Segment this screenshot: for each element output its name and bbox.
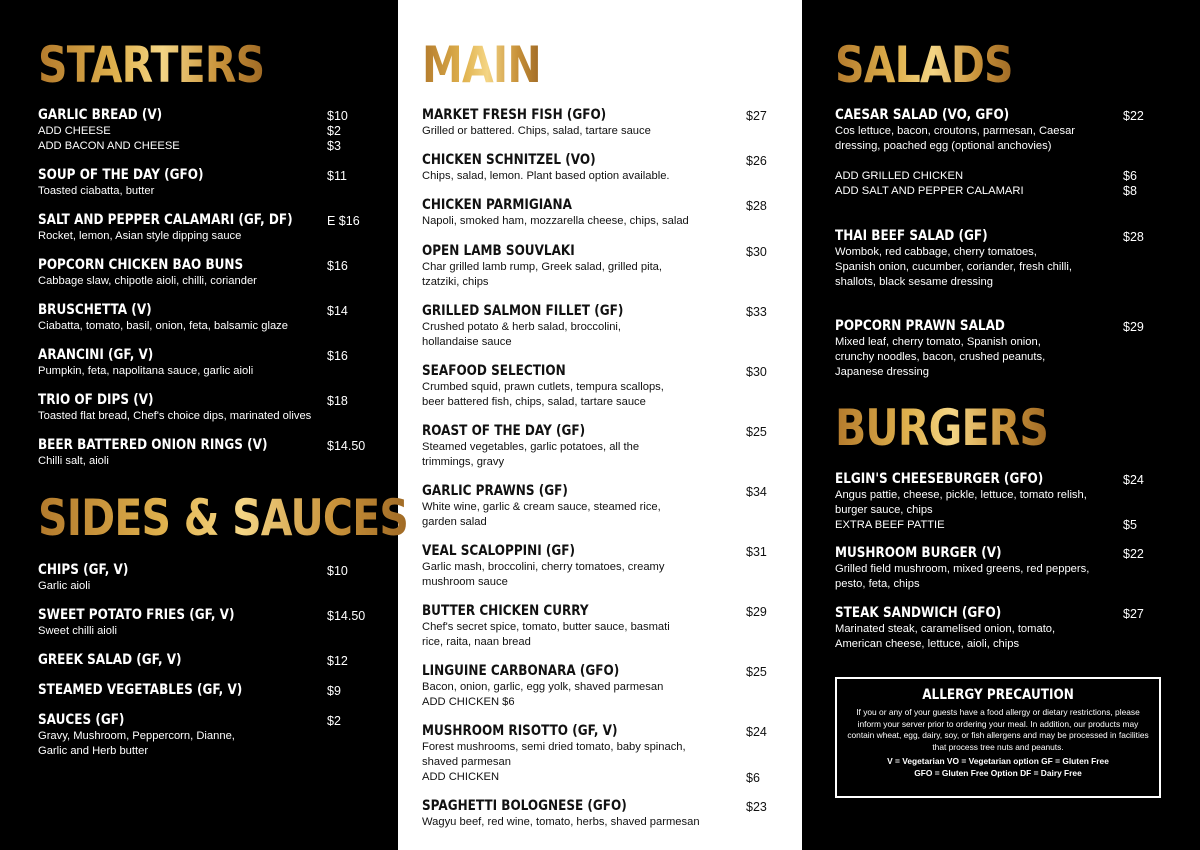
item-description: Marinated steak, caramelised onion, tomato, — [835, 623, 1056, 635]
item-description: Cabbage slaw, chipotle aioli, chilli, coriander — [38, 275, 257, 287]
item-name: GREEK SALAD (GF, V) — [38, 652, 182, 668]
item-price: $22 — [1123, 547, 1144, 561]
item-price: $30 — [746, 245, 767, 259]
item-description: Gravy, Mushroom, Peppercorn, Dianne, — [38, 730, 235, 742]
item-name: MARKET FRESH FISH (GFO) — [422, 107, 607, 123]
item-description: hollandaise sauce — [422, 336, 512, 348]
item-name: SAUCES (GF) — [38, 712, 125, 728]
item-description: tzatziki, chips — [422, 276, 489, 288]
sub-label: ADD BACON AND CHEESE — [38, 140, 180, 152]
menu-item — [422, 663, 752, 710]
menu-item — [422, 152, 752, 184]
item-name: CAESAR SALAD (VO, GFO) — [835, 107, 1010, 123]
menu-item — [38, 302, 368, 334]
menu-item — [422, 243, 752, 290]
menu-item — [835, 228, 1165, 290]
item-description: Wagyu beef, red wine, tomato, herbs, shaved parmesan — [422, 816, 700, 828]
sub-label: ADD SALT AND PEPPER CALAMARI — [835, 185, 1024, 197]
item-description: White wine, garlic & cream sauce, steamed rice, — [422, 501, 661, 513]
item-price: $27 — [746, 109, 767, 123]
item-description: dressing, poached egg (optional anchovies) — [835, 140, 1052, 152]
menu-item — [38, 652, 368, 669]
allergy-key-line: V = Vegetarian VO = Vegetarian option GF = Gluten Free — [887, 756, 1109, 766]
item-description: Garlic aioli — [38, 580, 91, 592]
item-description: shaved parmesan — [422, 756, 511, 768]
item-price: $26 — [746, 154, 767, 168]
menu-item — [835, 318, 1165, 380]
salads-heading: SALADS — [835, 36, 1013, 94]
item-description: Ciabatta, tomato, basil, onion, feta, balsamic glaze — [38, 320, 288, 332]
item-price: $22 — [1123, 109, 1144, 123]
item-price: $16 — [327, 349, 348, 363]
menu-item — [38, 437, 368, 469]
item-description: Mixed leaf, cherry tomato, Spanish onion, — [835, 336, 1041, 348]
item-description: Grilled field mushroom, mixed greens, red peppers, — [835, 563, 1090, 575]
item-name: STEAMED VEGETABLES (GF, V) — [38, 682, 243, 698]
sub-price: $3 — [327, 139, 341, 153]
item-name: SEAFOOD SELECTION — [422, 363, 566, 379]
item-price: $23 — [746, 800, 767, 814]
main-heading: MAIN — [422, 36, 541, 94]
item-name: SOUP OF THE DAY (GFO) — [38, 167, 204, 183]
item-description: Bacon, onion, garlic, egg yolk, shaved parmesan — [422, 681, 664, 693]
item-name: SALT AND PEPPER CALAMARI (GF, DF) — [38, 212, 293, 228]
item-price: $18 — [327, 394, 348, 408]
item-description: rice, raita, naan bread — [422, 636, 531, 648]
item-description: Chips, salad, lemon. Plant based option available. — [422, 170, 670, 182]
item-name: SPAGHETTI BOLOGNESE (GFO) — [422, 798, 627, 814]
item-price: $29 — [746, 605, 767, 619]
item-description: mushroom sauce — [422, 576, 508, 588]
sub-price: $6 — [746, 771, 760, 785]
item-description: pesto, feta, chips — [835, 578, 920, 590]
starters-heading: STARTERS — [38, 36, 265, 94]
sub-label: ADD GRILLED CHICKEN — [835, 170, 964, 182]
item-price: $24 — [746, 725, 767, 739]
item-description: burger sauce, chips — [835, 504, 933, 516]
sub-option — [38, 139, 368, 154]
menu-item — [422, 798, 752, 830]
item-price: $30 — [746, 365, 767, 379]
item-name: LINGUINE CARBONARA (GFO) — [422, 663, 620, 679]
item-price: $14.50 — [327, 439, 366, 453]
menu-item — [38, 167, 368, 199]
item-price: $10 — [327, 564, 348, 578]
item-description: Chef's secret spice, tomato, butter sauce, basmati — [422, 621, 670, 633]
menu-item — [422, 723, 752, 785]
menu-item — [38, 257, 368, 289]
item-price: $25 — [746, 665, 767, 679]
item-description: Angus pattie, cheese, pickle, lettuce, tomato relish, — [835, 489, 1087, 501]
item-price: E $16 — [327, 214, 360, 228]
item-price: $31 — [746, 545, 767, 559]
burgers-heading: BURGERS — [835, 399, 1049, 457]
menu-item — [835, 545, 1165, 592]
item-price: $2 — [327, 714, 341, 728]
item-description: Spanish onion, cucumber, coriander, fresh chilli, — [835, 261, 1072, 273]
item-name: BUTTER CHICKEN CURRY — [422, 603, 589, 619]
item-name: OPEN LAMB SOUVLAKI — [422, 243, 575, 259]
item-description: American cheese, lettuce, aioli, chips — [835, 638, 1020, 650]
item-price: $9 — [327, 684, 341, 698]
item-price: $12 — [327, 654, 348, 668]
item-description: Napoli, smoked ham, mozzarella cheese, chips, salad — [422, 215, 689, 227]
item-description: Sweet chilli aioli — [38, 625, 117, 637]
item-description: garden salad — [422, 516, 487, 528]
item-description: Toasted ciabatta, butter — [38, 185, 155, 197]
item-price: $10 — [327, 109, 348, 123]
item-description: Rocket, lemon, Asian style dipping sauce — [38, 230, 242, 242]
menu-item — [38, 682, 368, 699]
menu-item — [422, 543, 752, 590]
menu-item — [422, 483, 752, 530]
item-description: shallots, black sesame dressing — [835, 276, 993, 288]
sub-option — [835, 184, 1165, 199]
menu-item — [422, 363, 752, 410]
sub-label: EXTRA BEEF PATTIE — [835, 519, 945, 531]
item-name: TRIO OF DIPS (V) — [38, 392, 154, 408]
sub-label: ADD CHICKEN — [422, 771, 500, 783]
item-price: $25 — [746, 425, 767, 439]
sub-label: ADD CHEESE — [38, 125, 111, 137]
item-description: Crumbed squid, prawn cutlets, tempura scallops, — [422, 381, 664, 393]
item-description: Japanese dressing — [835, 366, 929, 378]
menu-item — [422, 603, 752, 650]
menu-item — [422, 303, 752, 350]
item-name: BRUSCHETTA (V) — [38, 302, 152, 318]
allergy-key-line: GFO = Gluten Free Option DF = Dairy Free — [914, 768, 1082, 778]
item-description: Crushed potato & herb salad, broccolini, — [422, 321, 622, 333]
item-price: $27 — [1123, 607, 1144, 621]
sub-option — [835, 169, 1165, 184]
item-description: Steamed vegetables, garlic potatoes, all the — [422, 441, 640, 453]
item-price: $29 — [1123, 320, 1144, 334]
item-name: CHIPS (GF, V) — [38, 562, 129, 578]
menu-item — [422, 423, 752, 470]
menu-item — [38, 392, 368, 424]
menu-item — [835, 605, 1165, 652]
item-name: ELGIN'S CHEESEBURGER (GFO) — [835, 471, 1044, 487]
item-price: $34 — [746, 485, 767, 499]
item-name: ARANCINI (GF, V) — [38, 347, 154, 363]
allergy-precaution-box — [835, 677, 1161, 798]
sub-price: $8 — [1123, 184, 1137, 198]
menu-item — [422, 197, 752, 229]
item-description: Pumpkin, feta, napolitana sauce, garlic aioli — [38, 365, 254, 377]
item-price: $14 — [327, 304, 348, 318]
item-description: crunchy noodles, bacon, crushed peanuts, — [835, 351, 1046, 363]
menu-item — [38, 562, 368, 594]
item-description: Wombok, red cabbage, cherry tomatoes, — [835, 246, 1037, 258]
item-description: Grilled or battered. Chips, salad, tartare sauce — [422, 125, 651, 137]
item-description: Garlic mash, broccolini, cherry tomatoes, creamy — [422, 561, 665, 573]
item-price: $14.50 — [327, 609, 366, 623]
item-name: THAI BEEF SALAD (GF) — [835, 228, 988, 244]
allergy-text: If you or any of your guests have a food allergy or dietary restrictions, please inform your server prior to ordering your meal. In addition, our products may contain wheat, egg, dairy, soy, or fish allergens and may be processed in facilities that process tree nuts and peanuts. — [847, 707, 1149, 752]
item-description: Char grilled lamb rump, Greek salad, grilled pita, — [422, 261, 663, 273]
item-name: GARLIC PRAWNS (GF) — [422, 483, 568, 499]
item-name: GRILLED SALMON FILLET (GF) — [422, 303, 624, 319]
item-price: $33 — [746, 305, 767, 319]
sides-heading: SIDES & SAUCES — [38, 489, 409, 547]
item-name: ROAST OF THE DAY (GF) — [422, 423, 586, 439]
menu-item — [835, 107, 1165, 199]
item-name: CHICKEN PARMIGIANA — [422, 197, 572, 213]
item-name: GARLIC BREAD (V) — [38, 107, 163, 123]
item-price: $24 — [1123, 473, 1144, 487]
item-description: Forest mushrooms, semi dried tomato, baby spinach, — [422, 741, 686, 753]
allergy-title: ALLERGY PRECAUTION — [922, 687, 1074, 703]
item-name: VEAL SCALOPPINI (GF) — [422, 543, 576, 559]
item-description: beer battered fish, chips, salad, tartare sauce — [422, 396, 646, 408]
menu-item — [38, 212, 368, 244]
item-name: CHICKEN SCHNITZEL (VO) — [422, 152, 596, 168]
item-name: BEER BATTERED ONION RINGS (V) — [38, 437, 268, 453]
item-description: trimmings, gravy — [422, 456, 505, 468]
item-name: POPCORN PRAWN SALAD — [835, 318, 1005, 334]
menu-item — [835, 471, 1165, 533]
item-price: $16 — [327, 259, 348, 273]
item-description: ADD CHICKEN $6 — [422, 696, 515, 708]
item-name: STEAK SANDWICH (GFO) — [835, 605, 1002, 621]
item-name: POPCORN CHICKEN BAO BUNS — [38, 257, 244, 273]
item-name: MUSHROOM RISOTTO (GF, V) — [422, 723, 618, 739]
sub-price: $6 — [1123, 169, 1137, 183]
item-price: $28 — [1123, 230, 1144, 244]
item-price: $28 — [746, 199, 767, 213]
menu-item — [38, 107, 368, 154]
item-description: Toasted flat bread, Chef's choice dips, marinated olives — [38, 410, 312, 422]
item-description: Cos lettuce, bacon, croutons, parmesan, Caesar — [835, 125, 1076, 137]
menu-item — [38, 712, 368, 759]
item-description: Chilli salt, aioli — [38, 455, 109, 467]
item-name: MUSHROOM BURGER (V) — [835, 545, 1002, 561]
menu-item — [422, 107, 752, 139]
item-name: SWEET POTATO FRIES (GF, V) — [38, 607, 235, 623]
item-price: $11 — [327, 169, 347, 183]
sub-price: $5 — [1123, 518, 1137, 532]
sub-option — [38, 124, 368, 139]
sub-price: $2 — [327, 124, 341, 138]
item-description: Garlic and Herb butter — [38, 745, 149, 757]
menu-item — [38, 347, 368, 379]
menu-item — [38, 607, 368, 639]
